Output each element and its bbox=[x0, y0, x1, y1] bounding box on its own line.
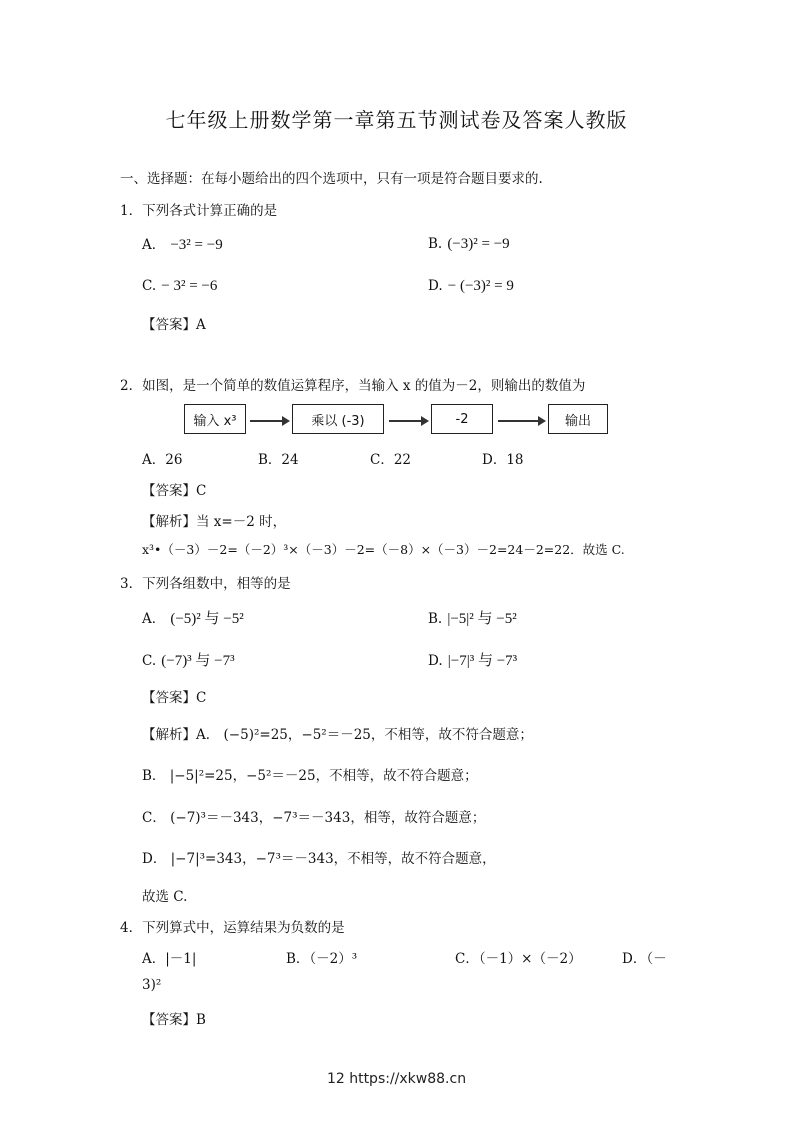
q2-stem: 2．如图，是一个简单的数值运算程序，当输入 x 的值为－2，则输出的数值为 bbox=[120, 378, 586, 394]
q2-analysis-calc: x³•（－3）－2=（－2）³×（－3）－2=（－8）×（－3）－2=24－2=22．故选 C. bbox=[142, 542, 625, 557]
section-heading: 一、选择题：在每小题给出的四个选项中，只有一项是符合题目要求的. bbox=[120, 171, 543, 187]
flow-input-box: 输入 x³ bbox=[184, 404, 246, 434]
q3-analysis-c: C． (−7)³＝－343，−7³＝－343，相等，故符合题意； bbox=[142, 810, 486, 826]
q1-option-a-math: −3² = −9 bbox=[170, 237, 223, 253]
q3-option-a bbox=[142, 607, 244, 628]
q3-conclusion: 故选 C. bbox=[142, 889, 188, 905]
flow-arrow bbox=[498, 420, 544, 422]
q1-option-b bbox=[428, 233, 510, 253]
q4-option-a: A．|－1| bbox=[142, 951, 197, 967]
flow-output-box: 输出 bbox=[548, 404, 608, 434]
q3-option-c bbox=[142, 649, 235, 670]
q1-option-d-math: − (−3)² = 9 bbox=[447, 278, 514, 294]
q3-option-b-label: B. bbox=[428, 611, 443, 627]
q4-option-c: C．（－1）×（－2） bbox=[455, 951, 582, 967]
flow-multiply-box: 乘以 (-3) bbox=[292, 404, 384, 434]
q4-option-d-continued: 3)² bbox=[142, 977, 162, 993]
q1-option-d-label: D. bbox=[428, 278, 443, 294]
q1-option-a bbox=[142, 233, 223, 254]
q1-option-b-math: (−3)² = −9 bbox=[447, 236, 510, 252]
flow-arrow bbox=[250, 420, 288, 422]
q1-option-c bbox=[142, 275, 217, 295]
q1-option-c-label: C. bbox=[142, 278, 157, 294]
q3-option-d bbox=[428, 649, 517, 670]
q4-stem: 4．下列算式中，运算结果为负数的是 bbox=[120, 920, 345, 936]
q3-option-b bbox=[428, 607, 517, 628]
flow-arrow bbox=[389, 420, 427, 422]
q3-answer: 【答案】C bbox=[142, 690, 207, 706]
q3-analysis-d: D． |−7|³=343，−7³＝－343，不相等，故不符合题意， bbox=[142, 851, 496, 867]
q2-answer: 【答案】C bbox=[142, 483, 207, 499]
q2-option-c: C．22 bbox=[370, 452, 412, 468]
page-title: 七年级上册数学第一章第五节测试卷及答案人教版 bbox=[165, 108, 628, 132]
q3-option-b-math: |−5|² 与 −5² bbox=[447, 611, 517, 627]
q3-option-d-label: D. bbox=[428, 653, 443, 669]
q3-option-a-label: A． bbox=[142, 611, 166, 627]
q1-option-b-label: B. bbox=[428, 236, 443, 252]
q1-option-a-label: A． bbox=[142, 237, 166, 253]
q2-option-d: D．18 bbox=[482, 452, 524, 468]
q3-analysis-b: B． |−5|²=25，−5²＝－25，不相等，故不符合题意； bbox=[142, 768, 478, 784]
q3-stem: 3．下列各组数中，相等的是 bbox=[120, 576, 291, 592]
q3-option-c-label: C. bbox=[142, 653, 157, 669]
q3-option-a-math: (−5)² 与 −5² bbox=[170, 611, 244, 627]
q3-analysis-a: 【解析】A． (−5)²=25，−5²＝－25，不相等，故不符合题意； bbox=[142, 727, 533, 743]
q3-option-d-math: |−7|³ 与 −7³ bbox=[447, 653, 518, 669]
q4-answer: 【答案】B bbox=[142, 1012, 206, 1028]
q1-answer: 【答案】A bbox=[142, 317, 206, 333]
flow-subtract-box: -2 bbox=[431, 404, 493, 434]
q4-option-d: D．（－ bbox=[622, 951, 667, 967]
q2-option-a: A．26 bbox=[142, 452, 183, 468]
q1-stem: 1．下列各式计算正确的是 bbox=[120, 203, 278, 219]
q3-option-c-math: (−7)³ 与 −7³ bbox=[161, 653, 235, 669]
page-footer: 12 https://xkw88.cn bbox=[326, 1071, 467, 1087]
q1-option-d bbox=[428, 275, 514, 295]
q1-option-c-math: − 3² = −6 bbox=[161, 278, 218, 294]
q4-option-b: B．（－2）³ bbox=[286, 951, 358, 967]
q2-option-b: B．24 bbox=[258, 452, 299, 468]
q2-analysis: 【解析】当 x=－2 时， bbox=[142, 514, 287, 530]
